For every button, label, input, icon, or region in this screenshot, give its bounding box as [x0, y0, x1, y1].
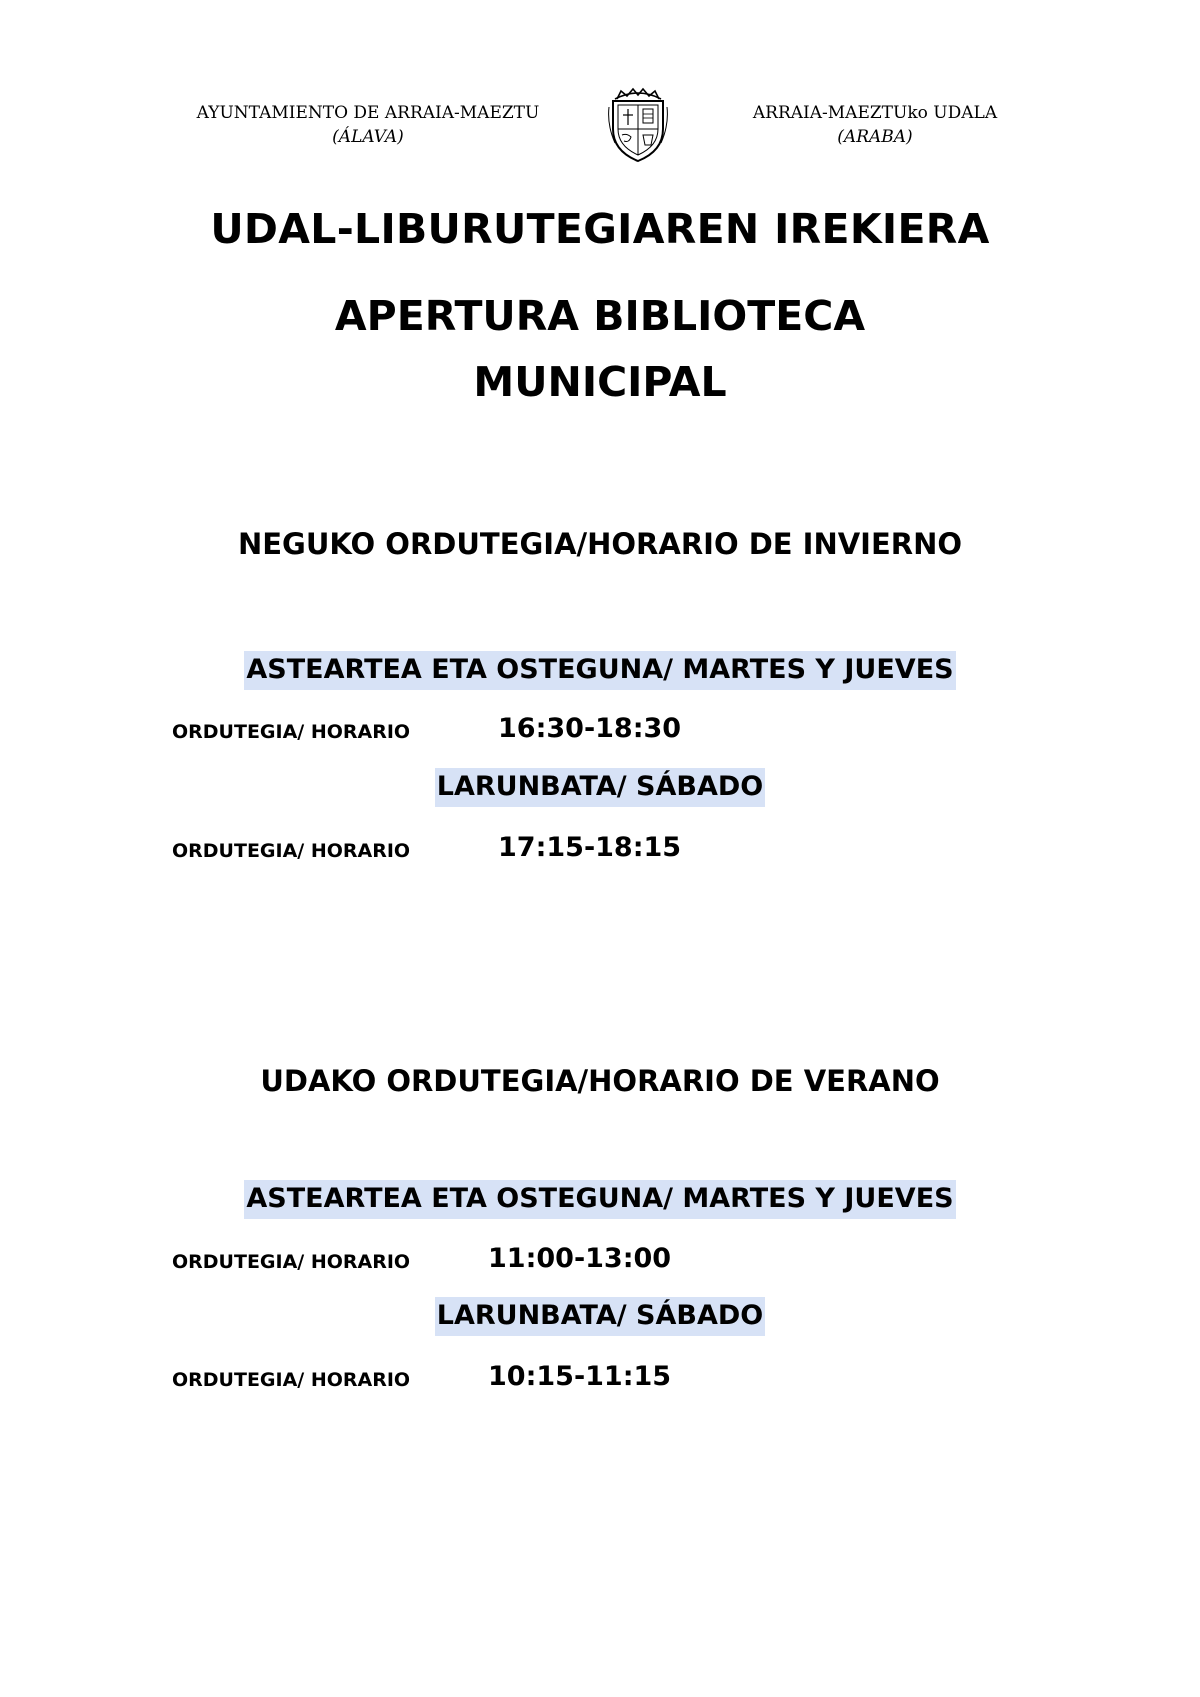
summer-schedule-title: UDAKO ORDUTEGIA/HORARIO DE VERANO [260, 1064, 940, 1098]
hours-value: 11:00-13:00 [488, 1243, 672, 1274]
header-left-province: (ÁLAVA) [332, 127, 404, 147]
winter-saturday-label: LARUNBATA/ SÁBADO [435, 768, 765, 807]
title-spanish-line1: APERTURA BIBLIOTECA [334, 292, 866, 340]
hours-value: 17:15-18:15 [498, 832, 682, 863]
header-left-name: AYUNTAMIENTO DE ARRAIA-MAEZTU [196, 103, 540, 123]
winter-schedule-title: NEGUKO ORDUTEGIA/HORARIO DE INVIERNO [237, 527, 963, 561]
summer-saturday-label: LARUNBATA/ SÁBADO [435, 1297, 765, 1336]
hours-label: ORDUTEGIA/ HORARIO [172, 721, 411, 743]
winter-weekday-row [0, 651, 1200, 690]
title-basque: UDAL-LIBURUTEGIAREN IREKIERA [210, 205, 990, 253]
hours-value: 10:15-11:15 [488, 1361, 672, 1392]
header-right-name: ARRAIA-MAEZTUko UDALA [752, 103, 998, 123]
title-spanish-line2: MUNICIPAL [473, 358, 727, 406]
winter-weekday-hours [172, 713, 872, 753]
header-left [168, 101, 568, 149]
summer-saturday-row [0, 1297, 1200, 1336]
hours-label: ORDUTEGIA/ HORARIO [172, 1369, 411, 1391]
winter-saturday-hours [172, 832, 872, 872]
hours-label: ORDUTEGIA/ HORARIO [172, 1251, 411, 1273]
summer-weekday-row [0, 1180, 1200, 1219]
winter-saturday-row [0, 768, 1200, 807]
hours-label: ORDUTEGIA/ HORARIO [172, 840, 411, 862]
hours-value: 16:30-18:30 [498, 713, 682, 744]
header-right-province: (ARABA) [837, 127, 913, 147]
header-right [735, 101, 1015, 149]
winter-weekday-label: ASTEARTEA ETA OSTEGUNA/ MARTES Y JUEVES [244, 651, 955, 690]
summer-weekday-label: ASTEARTEA ETA OSTEGUNA/ MARTES Y JUEVES [244, 1180, 955, 1219]
summer-saturday-hours [172, 1361, 872, 1401]
coat-of-arms-icon [607, 85, 669, 163]
summer-weekday-hours [172, 1243, 872, 1283]
